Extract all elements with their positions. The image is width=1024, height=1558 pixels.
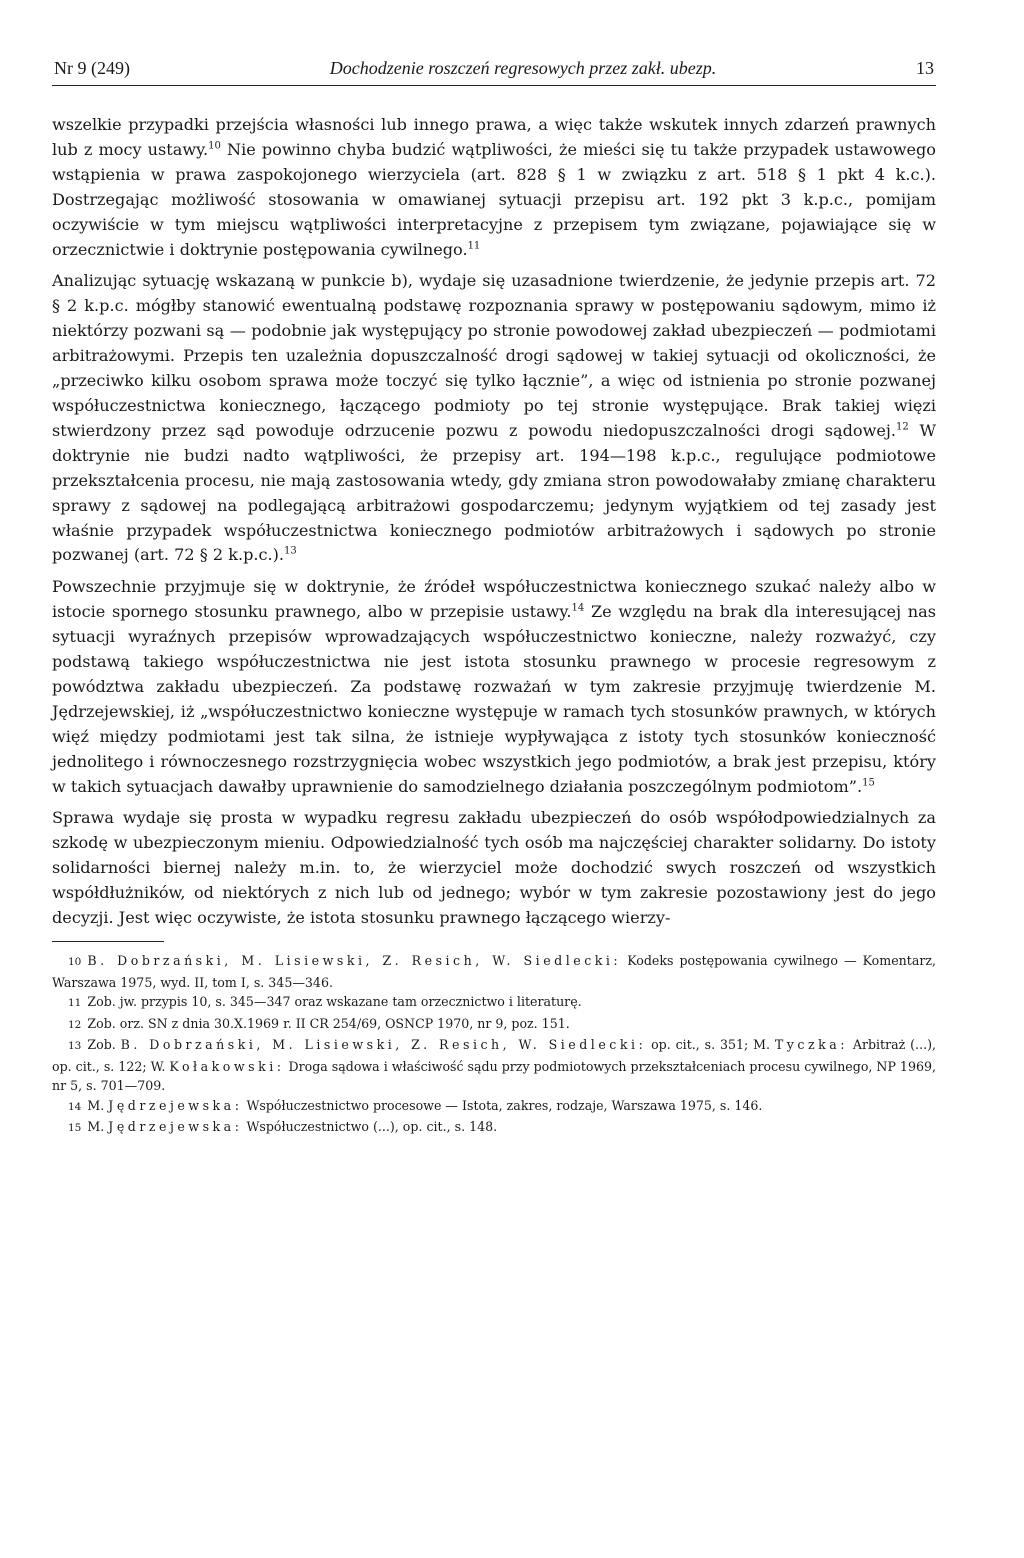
running-title: Dochodzenie roszczeń regresowych przez zakł. ubezp. [329, 58, 717, 78]
paragraph-3: Powszechnie przyjmuje się w doktrynie, że źródeł współuczestnictwa koniecznego szukać należy albo w istocie spornego stosunku prawnego, albo w przepisie ustawy.$^{14}$ Ze względu na brak dla interesującej nas sytuacji wyraźnych przepisów wprowadzających współuczestnictwo konieczne, należy rozważyć, czy podstawą takiego współuczestnictwa nie jest istota stosunku prawnego w procesie regresowym z powództwa zakładu ubezpieczeń. Za podstawę rozważań w tym zakresie przyjmuję twierdzenie M. Jędrzejewskiej, iż „współuczestnictwo konieczne występuje w ramach tych stosunków prawnych, w których więź między podmiotami jest tak silna, że istnieje wypływająca z istoty tych stosunków konieczność jednolitego i równoczesnego rozstrzygnięcia wobec wszystkich jego podmiotów, a brak jest przepisu, który w takich sytuacjach dawałby uprawnienie do samodzielnego działania poszczególnym podmiotom”.$^{15}$ [52, 577, 937, 796]
footnote-ref-13[interactable]: 13 [284, 546, 297, 558]
issue-number: Nr 9 (249) [54, 58, 130, 78]
footnote-13: 13 Zob. B. Dobrzański, M. Lisiewski, Z. Resich, W. Siedlecki: op. cit., s. 351; M. Tyczka: Arbitraż (...), op. cit., s. 122; W. Kołakowski: Droga sądowa i właściwość sądu przy podmiotowych przekształceniach procesu cywilnego, NP 1969, nr 5, s. 701—709. [52, 1037, 936, 1093]
footnote-divider [52, 941, 164, 942]
page-number: 13 [915, 58, 934, 78]
footnote-11: 11 Zob. jw. przypis 10, s. 345—347 oraz wskazane tam orzecznictwo i literaturę. [68, 994, 582, 1009]
footnotes [52, 951, 936, 1139]
footnote-10: 10 B. Dobrzański, M. Lisiewski, Z. Resich, W. Siedlecki: Kodeks postępowania cywilnego — Komentarz, Warszawa 1975, wyd. II, tom I, s. 345—346. [52, 953, 936, 990]
footnote-ref-12[interactable]: 12 [896, 421, 909, 433]
footnote-ref-11[interactable]: 11 [467, 240, 481, 252]
footnote-ref-15[interactable]: 15 [862, 777, 875, 789]
paragraph-4: Sprawa wydaje się prosta w wypadku regresu zakładu ubezpieczeń do osób współodpowiedzialnych za szkodę w ubezpieczonym mieniu. Odpowiedzialność tych osób ma najczęściej charakter solidarny. Do istoty solidarności biernej należy m.in. to, że wierzyciel może dochodzić swych roszczeń od wszystkich współdłużników, od niektórych z nich lub od jednego; wybór w tym zakresie pozostawiony jest do jego decyzji. Jest więc oczywiste, że istota stosunku prawnego łączącego wierzy- [52, 808, 936, 928]
document-page [52, 58, 936, 1139]
main-text [52, 113, 936, 931]
paragraph-2: Analizując sytuację wskazaną w punkcie b), wydaje się uzasadnione twierdzenie, że jedynie przepis art. 72 § 2 k.p.c. mógłby stanowić ewentualną podstawę rozpoznania sprawy w postępowaniu sądowym, mimo iż niektórzy pozwani są — podobnie jak występujący po stronie powodowej zakład ubezpieczeń — podmiotami arbitrażowymi. Przepis ten uzależnia dopuszczalność drogi sądowej w takiej sytuacji od okoliczności, że „przeciwko kilku osobom sprawa może toczyć się tylko łącznie”, a więc od istnienia po stronie pozwanej współuczestnictwa koniecznego, łączącego podmioty po tej stronie występujące. Brak takiej więzi stwierdzony przez sąd powoduje odrzucenie pozwu z powodu niedopuszczalności drogi sądowej.$^{12}$ W doktrynie nie budzi nadto wątpliwości, że przepisy art. 194—198 k.p.c., regulujące podmiotowe przekształcenia procesu, nie mają zastosowania wtedy, gdy zmiana stron powodowałaby zmianę charakteru sprawy z sądowej na podlegającą arbitrażowi gospodarczemu; jedynym wyjątkiem od tej zasady jest właśnie przypadek współuczestnictwa koniecznego podmiotów arbitrażowych i sądowych po stronie pozwanej (art. 72 § 2 k.p.c.).$^{13}$ [52, 271, 936, 565]
footnote-ref-14[interactable]: 14 [571, 602, 585, 614]
footnote-15: 15 M. Jędrzejewska: Współuczestnictwo (...), op. cit., s. 148. [68, 1119, 498, 1134]
running-header [52, 58, 936, 86]
footnote-14: 14 M. Jędrzejewska: Współuczestnictwo procesowe — Istota, zakres, rodzaje, Warszawa 1975, s. 146. [68, 1097, 763, 1113]
footnote-ref-10[interactable]: 10 [208, 140, 221, 152]
footnote-12: 12 Zob. orz. SN z dnia 30.X.1969 r. II CR 254/69, OSNCP 1970, nr 9, poz. 151. [68, 1015, 570, 1031]
footnote-authors: B. Dobrzański, M. Lisiewski, Z. Resich, W. Siedlecki: [87, 953, 622, 968]
paragraph-1: wszelkie przypadki przejścia własności lub innego prawa, a więc także wskutek innych zdarzeń prawnych lub z mocy ustawy.$^{10}$ Nie powinno chyba budzić wątpliwości, że mieści się tu także przypadek ustawowego wstąpienia w prawa zaspokojonego wierzyciela (art. 828 § 1 w związku z art. 518 § 1 pkt 4 k.c.). Dostrzegając możliwość stosowania w omawianej sytuacji przepisu art. 192 pkt 3 k.p.c., pomijam oczywiście w tym miejscu wątpliwości interpretacyjne z przepisem tym związane, pojawiające się w orzecznictwie i doktrynie postępowania cywilnego.$^{11}$ [52, 115, 936, 259]
